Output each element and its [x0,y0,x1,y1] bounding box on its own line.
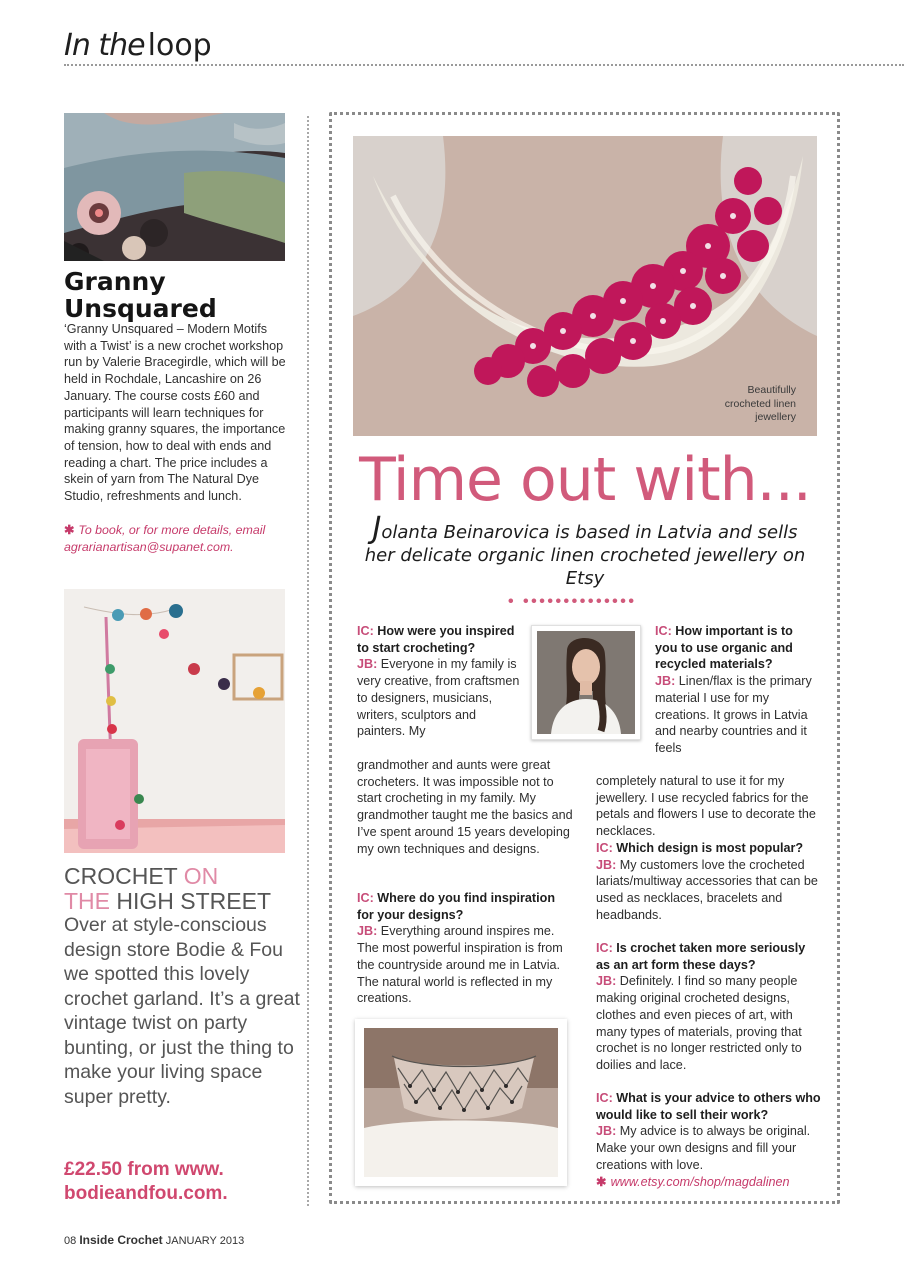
high-street-body: Over at style-conscious design store Bodie & Fou we spotted this lovely crochet garland. It’s a great vintage twist on party bunting, or just the thing to make your living space super pretty. [64,914,300,1108]
interview-q1 [357,623,523,740]
asterisk-icon: ✱ [596,1174,607,1189]
jb-label: JB: [596,974,617,989]
interview-a1-rest: grandmother and aunts were great crocheters. It was impossible not to start crocheting in my family. My grandmother taught me the basics and I’ve spent around 15 years developing my own techniques and designs. [357,758,573,856]
ic-label: IC: [596,1091,613,1105]
question-5: Is crochet taken more seriously as an art form these days? [596,941,806,972]
feature-title: Time out with... [359,445,811,515]
question-4: Which design is most popular? [616,841,804,855]
asterisk-icon: ✱ [64,523,75,537]
decorative-dots: • •••••••••••••• [508,593,637,610]
answer-5: Definitely. I find so many people making original crocheted designs, clothes and even pieces of art, with many types of materials, proving that crochet is no longer restricted only to doilies and lace. [596,974,802,1072]
section-header [64,28,904,66]
heading-the: THE [64,888,110,914]
ic-label: IC: [596,941,613,955]
magazine-name: Inside Crochet [79,1233,163,1247]
answer-2: Everything around inspires me. The most powerful inspiration is from the countryside around me in Latvia. The natural world is reflected in my creations. [357,924,563,1006]
high-street-heading [64,864,304,914]
etsy-link[interactable] [596,1175,790,1189]
granny-unsquared-contact [64,522,294,555]
question-6: What is your advice to others who would like to sell their work? [596,1091,821,1122]
jb-label: JB: [596,857,617,872]
heading-on: ON [183,863,219,889]
standfirst-initial: J [372,511,382,546]
ic-label: IC: [357,891,374,905]
jb-label: JB: [357,657,378,672]
ic-label: IC: [655,624,672,638]
high-street-price[interactable]: £22.50 from www. bodieandfou.com. [64,1159,228,1204]
heading-high-street: HIGH STREET [116,888,272,914]
ic-label: IC: [596,841,613,855]
crochet-garland-photo [64,589,285,853]
jb-label: JB: [655,674,676,689]
feature-standfirst [360,511,810,590]
jolanta-portrait-photo [531,625,641,740]
answer-4: My customers love the crocheted lariats/multiway accessories that can be used as necklaces, bracelets and headbands. [596,857,818,922]
necklace-caption: Beautifully crocheted linen jewellery [724,384,796,423]
interview-a3-rest: completely natural to use it for my jewellery. I use recycled fabrics for the petals and flowers I use to decorate the necklaces. [596,774,816,839]
etsy-url[interactable]: www.etsy.com/shop/magdalinen [610,1174,790,1189]
answer-3-top: Linen/flax is the primary material I use for my creations. It grows in Latvia and nearby countries and it feels [655,674,812,755]
interview-q3 [655,623,815,757]
granny-squares-photo [64,113,285,261]
page-footer [64,1233,364,1247]
interview-q2 [357,890,575,1007]
standfirst-text: olanta Beinarovica is based in Latvia and sells her delicate organic linen crocheted jewellery on Etsy [364,522,806,589]
choker-necklace-photo [355,1019,567,1186]
header-in-the: In the [64,28,145,63]
interview-q5 [596,940,821,1074]
granny-contact-text[interactable]: To book, or for more details, email agrarianartisan@supanet.com. [64,523,266,554]
question-1: How were you inspired to start crocheting? [357,624,515,655]
question-3: How important is to you to use organic and recycled materials? [655,624,793,672]
answer-6: My advice is to always be original. Make your own designs and fill your creations with love. [596,1124,811,1172]
granny-unsquared-body: ‘Granny Unsquared – Modern Motifs with a Twist’ is a new crochet workshop run by Valerie Bracegirdle, which will be held in Rochdale, Lancashire on 26 January. The course costs £60 and participants will learn techniques for making granny squares, the importance of tension, how to deal with ends and reading a chart. The price includes a skein of yarn from The Natural Dye Studio, refreshments and lunch. [64,322,286,504]
question-2: Where do you find inspiration for your designs? [357,891,556,922]
heading-crochet: CROCHET [64,863,178,889]
interview-q6 [596,1090,821,1190]
jb-label: JB: [596,1124,617,1139]
interview-q4 [596,840,821,924]
jb-label: JB: [357,924,378,939]
answer-1-top: Everyone in my family is very creative, from craftsmen to designers, musicians, writers, sculptors and painters. My [357,657,520,739]
ic-label: IC: [357,624,374,638]
granny-unsquared-title: Granny Unsquared [64,267,217,323]
issue-date: JANUARY 2013 [165,1235,245,1247]
header-loop: loop [147,28,212,63]
page-number: 08 [64,1235,77,1247]
column-divider [307,116,309,1206]
